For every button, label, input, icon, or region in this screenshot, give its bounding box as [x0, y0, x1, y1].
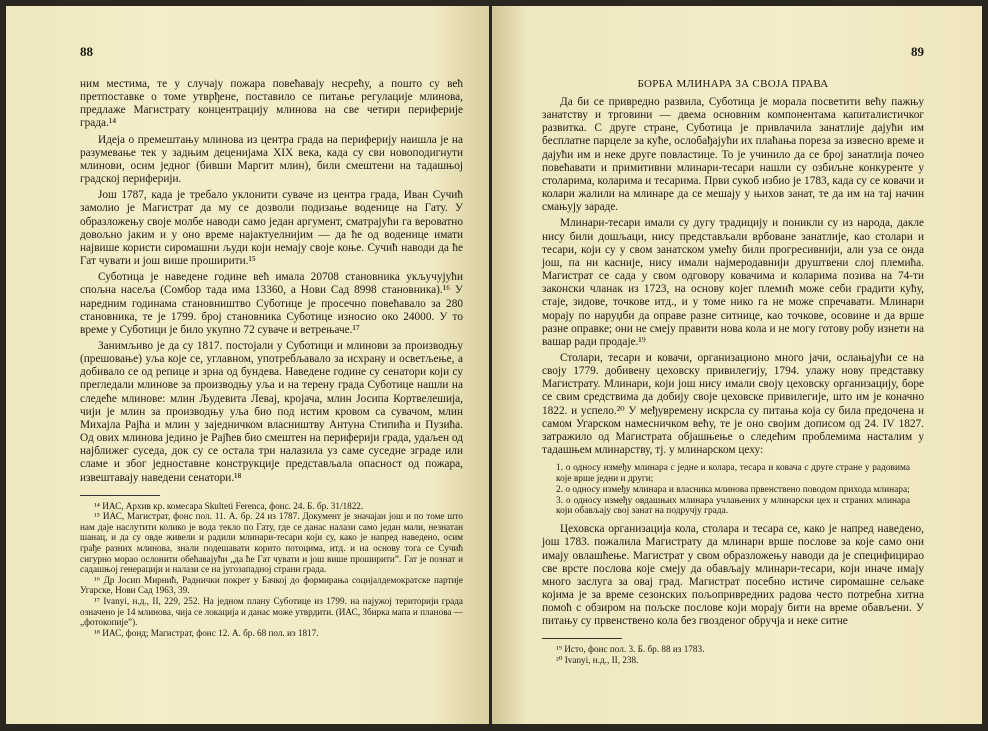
- paragraph: Још 1787, када је требало уклонити сувачe из центра града, Иван Сучић замолио је Магистрат да му се дозволи подизање воденице на Гату. У образложењу своје молбе наводи само један аргумент, сматрајући га вероватно довољно јаким и у оно време најактуелнијим — да ће од воденице имати највише користи сиромашни људи који немају своје коње. Сучић наводи да ће Гат чувати и још више проширити.¹⁵: [80, 189, 463, 268]
- left-page: [6, 6, 489, 724]
- section-heading: БОРБА МЛИНАРА ЗА СВОЈА ПРАВА: [637, 78, 829, 90]
- paragraph: Да би се привредно развила, Суботица је морала посветити већу пажњу занатству и трговини — двема основним компонентама капиталистичког развитка. С друге стране, Суботица је привлачила занатлије дајући им бесплатне парцеле за куће, ослобађајући их плаћања пореза за извесно време и дајући им и неке друге повластице. То је учинило да се број занатлија почео повећавати и примитивни млинари-тесари нашли су озбиљне конкуренте у столарима, коларима и тесарима. Први сукоб избио је 1783, када су се ковачи и колари жалили на млинаре да се мешају у њихов занат, те да им на тај начин смањују зараде.: [542, 96, 924, 214]
- footnote: ¹⁶ Др Јосип Мирнић, Раднички покрет у Бачкој до формирања социјалдемократске партије Угарске, Нови Сад 1963, 39.: [80, 574, 463, 596]
- paragraph: Идеја о премештању млинова из центра града на периферију наишла је на разумевање тек у задњим деценијама XIX века, када су сви новоподигнути млинови, осим једног (бивши Маргит млин), били смештени на тадашњој градској периферији.: [80, 133, 463, 186]
- list-item: 2. о односу између млинара и власника млинова првенствено поводом прихода млинара;: [556, 484, 910, 495]
- paragraph: Суботица је наведене године већ имала 20708 становника укључујући спољна насеља (Сомбор тада има 13360, а Нови Сад 8998 становника).¹⁶ У наредним годинама становништво Суботице је просечно повећавало за 280 становника, те је 1799. број становника Суботице износио око 24000. У то време у Суботици је било укупно 72 сувачe и ветрењаче.¹⁷: [80, 271, 463, 336]
- footnote-divider: [80, 495, 160, 496]
- paragraph: Млинари-тесари имали су дугу традицију и поникли су из народа, дакле нису били дошљаци, нису представљали врбоване занатлије, као столари и тесари, који су у свом занатском умећу били прогресивнији, али уза се онда још, па ни касније, нису имали најмеродавнији друштвени слој племића. Магистрат се сада у свом одговору ковачима и коларима позива на 74-ти законски чланак из 1723, на основу којег племић може себи градити кућу, стаје, зидове, точкове итд., и у томе нико га не може спречавати. Млинари морају по наруџби да оправе разне ситнице, као точкове, осовине и да врше разне оправке; они не смеју правити нова кола и не могу готову робу изнети на вашар ради продаје.¹⁹: [542, 217, 924, 348]
- page-number: 88: [80, 44, 93, 59]
- footnote: ¹⁸ ИАС, фонд; Магистрат, фонс 12. А. бр. 68 пол. из 1817.: [94, 627, 319, 638]
- footnote: ¹⁵ ИАС, Магистрат, фонс пол. 11. А. бр. 24 из 1787. Документ је значајан још и по томе што нам даје наслутити колико је вода текло по Гату, где се данас налази само један мали, незнатан шанац, и да су овде живели и радили млинари-тесари који су, како је напред наведено, осим грађе разних млинова, знали подешавати корито потоцима, итд. и на основу тога се Сучић сигурно морао ослонити обећавајући „да ће Гат чувати и још више проширити”. Гат је познат и садашњој генерацији и налази се на југозападној страни града.: [80, 511, 463, 575]
- right-page: [492, 6, 982, 724]
- paragraph: Цеховска организација кола, столара и тесара се, како је напред наведено, још 1783. пожалила Магистрату да млинари врше послове за које само они имају овлашћење. Магистрат у свом образложењу наводи да је специфицирао све врсте послова које смеју да обављају млинари-тесари, који иначе имају много заслуга за овај град. Магистрат посебно истиче сиромашне сељаке којима је за време сезонских пољопривредних радова често потребна хитна помоћ с обзиром на пољске послове који морају бити на време обављени. У питању су првенствено кола без гвозденог обручја и неке ситне: [542, 523, 924, 628]
- numbered-list: [542, 463, 924, 517]
- paragraph: Занимљиво је да су 1817. постојали у Суботици и млинови за производњу (прешовање) уља које се, углавном, употребљавало за исхрану и осветљење, а добивало се од репице и зрна од бундева. Наведене године су сенатори који су прегледали млинове за производњу уља и на терену града Суботице нашли на следеће млинове: млин Људевита Левај, кројача, млин Јосипа Кортвелешија, чији је млин за производњу уља био под истим кровом са сувачом, млин Михајла Рајћа и млин у заједничком власништву Антуна Стипића и Пузића. Од ових млинова једино је Рајћев био смештен на периферији града, удаљен од најближег суседа, док су се остала три налазила уз саме суседне зграде или сламе и због једноставне конструкције представљала опасност од пожара, извештавају наведени сенатори.¹⁸: [80, 339, 463, 484]
- footnote: ¹⁴ ИАС, Архив кр. комесара Skulteti Ferenca, фонс. 24. Б. бр. 31/1822.: [94, 500, 364, 511]
- footnote: ¹⁷ Ivanyi, н.д., II, 229, 252. На једном плану Суботице из 1799. на најужој територији града означено је 14 млинова, чија се локација и данас може утврдити. (ИАС, Збирка мапа и планова — „фотокопије”).: [80, 596, 463, 628]
- page-number: 89: [911, 44, 924, 59]
- list-item: 1. о односу између млинара с једне и колара, тесара и ковача с друге стране у радовима које врше једни и други;: [556, 463, 910, 485]
- paragraph: ним местима, те у случају пожара повећавају несрећу, а пошто су већ претпоставке о томе утврђене, поставило се питање регулације млинова, предлаже Магистрату концентрацију млинова на све четири периферије града.¹⁴: [80, 78, 463, 130]
- paragraph: Столари, тесари и ковачи, организационо много јачи, ослањајући се на своју 1779. добивену цеховску привилегију, 1794. улажу нову представку Магистрату. Млинари, који још нису имали своју цеховску организацију, боре се свим средствима да добију своје цеховске привилегије, што им је коначно 1822. и успело.²⁰ У међувремену искрсла су питања која су била предочена и самом Угарском намесничком већу, те је оно својим дописом од 24. IV 1827. затражило од Магистрата објашњење о следећим проблемима насталим у тадашњем млинарству, тј. у млинарском цеху:: [542, 351, 924, 457]
- footnote: ¹⁹ Исто, фонс пол. 3. Б. бр. 88 из 1783.: [556, 644, 705, 655]
- list-item: 3. о односу између овдашњих млинара учлањених у млинарски цех и страних млинара који обављају свој занат на подручју града.: [556, 495, 910, 517]
- footnote: ²⁰ Ivanyi, н.д., II, 238.: [556, 655, 639, 666]
- footnote-divider: [542, 638, 622, 639]
